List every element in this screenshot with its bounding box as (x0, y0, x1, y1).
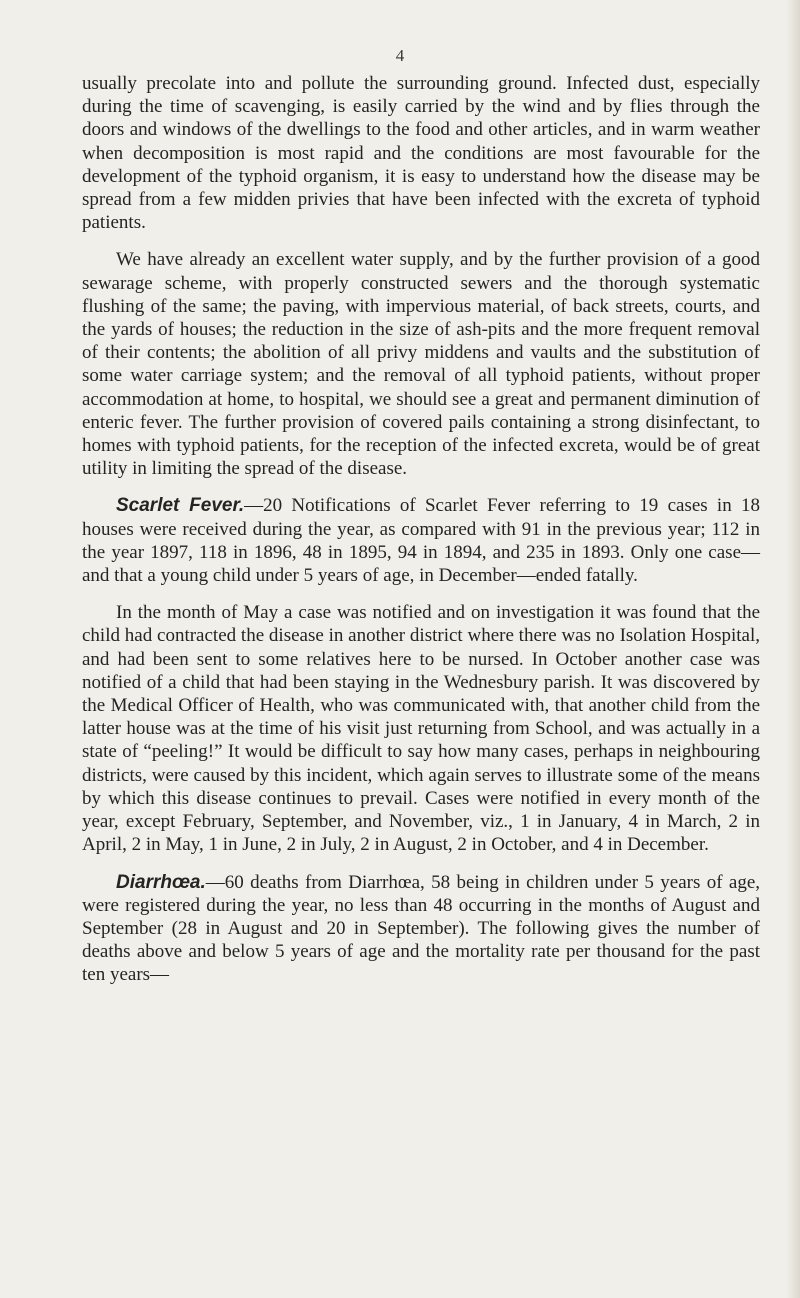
paragraph-scarlet-fever (82, 494, 760, 587)
page-edge-shadow (786, 0, 800, 1298)
paragraph-scarlet-fever-cases: In the month of May a case was notified and on investigation it was found that the child had contracted the disease in another district where there was no Isolation Hospital, and had been sent to some relatives here to be nursed. In October another case was notified of a child that had been staying in the Wednesbury parish. It was discovered by the Medical Officer of Health, who was communicated with, that another child from the latter house was at the time of his visit just returning from School, and was actually in a state of “peeling!” It would be difficult to say how many cases, perhaps in neighbouring districts, were caused by this incident, which again serves to illustrate some of the means by which this disease continues to prevail. Cases were notified in every month of the year, except February, September, and November, viz., 1 in January, 4 in March, 2 in April, 2 in May, 1 in June, 2 in July, 2 in August, 2 in October, and 4 in December. (82, 602, 760, 856)
section-heading-diarrhoea: Diarrhœa. (116, 871, 206, 893)
section-heading-scarlet-fever: Scarlet Fever. (116, 495, 245, 517)
scarlet-fever-body: —20 Notifications of Scarlet Fever referring to 19 cases in 18 houses were received during the year, as compared with 91 in the previous year; 112 in the year 1897, 118 in 1896, 48 in 1895, 94 in 1894, and 235 in 1893. Only one case—and that a young child under 5 years of age, in December—ended fatally. (82, 495, 760, 587)
paragraph-diarrhoea (82, 871, 760, 987)
paragraph-sanitary-provisions: We have already an excellent water supply, and by the further provision of a good sewarage scheme, with properly constructed sewers and the thorough systematic flushing of the same; the paving, with impervious material, of back streets, courts, and the yards of houses; the reduction in the size of ash-pits and the more frequent removal of their contents; the abolition of all privy middens and vaults and the substitution of some water carriage system; and the removal of all typhoid patients, without proper accommodation at home, to hospital, we should see a great and permanent diminution of enteric fever. The further provision of covered pails containing a strong disinfectant, to homes with typhoid patients, for the reception of the infected excreta, would be of great utility in limiting the spread of the disease. (82, 249, 760, 480)
page-number: 4 (395, 46, 405, 65)
paragraph-typhoid-spread: usually precolate into and pollute the surrounding ground. Infected dust, especially during the time of scavenging, is easily carried by the wind and by flies through the doors and windows of the dwellings to the food and other articles, and in warm weather when decomposition is most rapid and the conditions are most favourable for the development of the typhoid organism, it is easy to understand how the disease may be spread from a few midden privies that have been infected with the excreta of typhoid patients. (82, 73, 760, 234)
document-body (82, 72, 760, 1001)
diarrhoea-body: —60 deaths from Diarrhœa, 58 being in children under 5 years of age, were registered during the year, no less than 48 occurring in the months of August and September (28 in August and 20 in September). The following gives the number of deaths above and below 5 years of age and the mortality rate per thousand for the past ten years— (82, 871, 760, 986)
